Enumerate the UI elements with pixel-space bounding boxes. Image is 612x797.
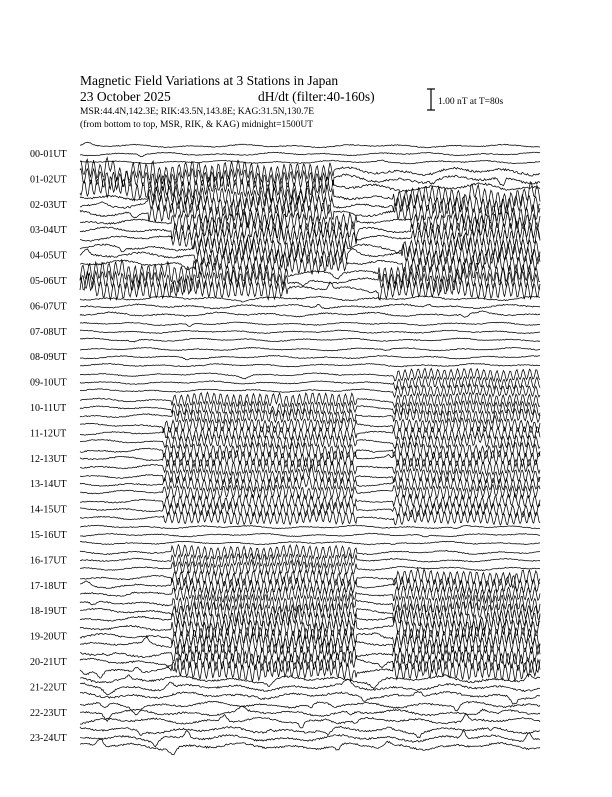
trace-rik <box>80 476 540 492</box>
hour-label: 19-20UT <box>30 631 67 643</box>
traces <box>80 142 540 754</box>
trace-kag <box>80 236 540 258</box>
hour-label: 20-21UT <box>30 657 67 668</box>
trace-rik <box>80 330 540 334</box>
trace-rik <box>80 194 540 215</box>
trace-rik <box>80 554 540 568</box>
hour-label: 02-03UT <box>30 199 67 211</box>
hour-labels <box>30 149 67 744</box>
hour-label: 16-17UT <box>30 555 67 567</box>
hour-label: 17-18UT <box>30 580 67 592</box>
trace-rik <box>80 304 540 309</box>
hour-label: 12-13UT <box>30 453 67 465</box>
trace-msr <box>80 433 540 449</box>
hour-label: 21-22UT <box>30 682 67 694</box>
trace-kag <box>80 674 540 689</box>
hour-label: 06-07UT <box>30 301 67 313</box>
order-note: (from bottom to top, MSR, RIK, & KAG) midnight=1500UT <box>80 120 314 130</box>
trace-kag <box>80 347 540 351</box>
trace-msr <box>80 311 540 318</box>
trace-msr <box>80 485 540 500</box>
scale-label: 1.00 nT at T=80s <box>438 97 504 107</box>
trace-rik <box>80 269 540 292</box>
trace-kag <box>80 142 540 147</box>
trace-msr <box>80 338 540 342</box>
hour-label: 05-06UT <box>30 276 67 287</box>
hour-label: 13-14UT <box>30 479 67 491</box>
trace-kag <box>80 158 540 187</box>
hour-label: 08-09UT <box>30 352 67 364</box>
trace-kag <box>80 525 540 529</box>
station-coords: MSR:44.4N,142.3E; RIK:43.5N,143.8E; KAG:31.5N,130.7E <box>80 107 315 117</box>
trace-rik <box>80 355 540 359</box>
trace-rik <box>80 533 540 537</box>
hour-label: 22-23UT <box>30 707 67 719</box>
hour-label: 14-15UT <box>30 504 67 516</box>
hour-label: 09-10UT <box>30 377 67 389</box>
quantity-label: dH/dt (filter:40-160s) <box>258 89 375 104</box>
hour-label: 01-02UT <box>30 174 67 186</box>
trace-kag <box>80 726 540 737</box>
hour-label: 03-04UT <box>30 225 67 237</box>
trace-msr <box>80 658 540 681</box>
trace-kag <box>80 368 540 381</box>
trace-msr <box>80 714 540 728</box>
trace-msr <box>80 541 540 545</box>
chart-title: Magnetic Field Variations at 3 Stations in Japan <box>80 73 339 88</box>
trace-kag <box>80 296 540 302</box>
scale-bar <box>427 89 503 110</box>
hour-label: 15-16UT <box>30 530 67 541</box>
trace-msr <box>80 160 540 164</box>
hour-label: 00-01UT <box>30 149 67 160</box>
hour-label: 07-08UT <box>30 326 67 338</box>
trace-rik <box>80 152 540 157</box>
date-label: 23 October 2025 <box>80 89 171 104</box>
trace-kag <box>80 701 540 715</box>
hour-label: 11-12UT <box>30 428 67 440</box>
trace-kag <box>80 569 540 588</box>
hour-label: 23-24UT <box>30 733 67 745</box>
trace-msr <box>80 363 540 367</box>
hour-label: 18-19UT <box>30 606 67 618</box>
hour-label: 04-05UT <box>30 250 67 262</box>
trace-kag <box>80 545 540 560</box>
hour-label: 10-11UT <box>30 403 67 414</box>
trace-kag <box>80 322 540 326</box>
